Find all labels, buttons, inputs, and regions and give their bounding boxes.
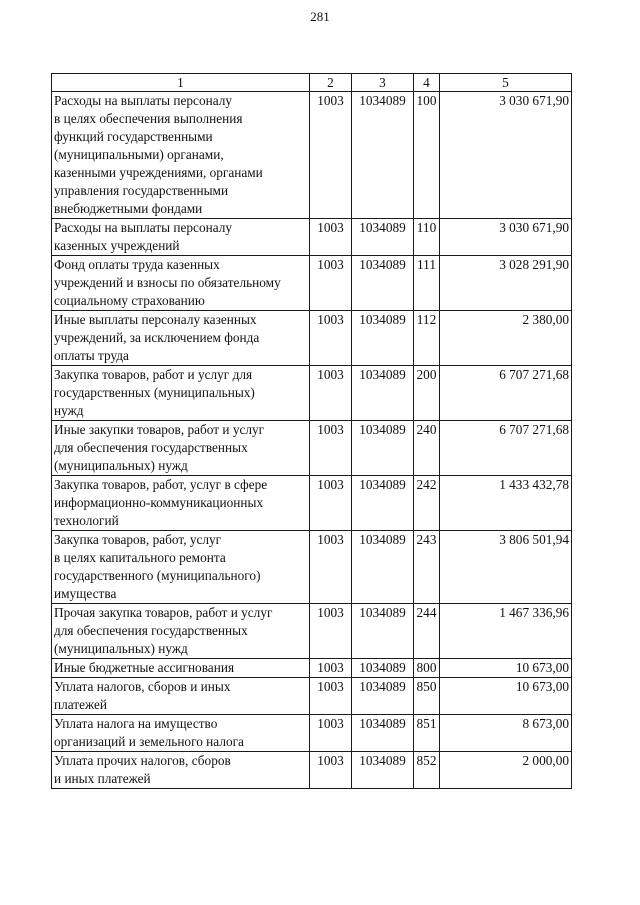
row-amount: 2 000,00 — [440, 752, 572, 789]
row-expense-type: 243 — [414, 531, 440, 604]
row-section-code: 1003 — [310, 715, 352, 752]
budget-table — [51, 73, 572, 789]
table-row — [52, 476, 572, 531]
row-amount: 6 707 271,68 — [440, 421, 572, 476]
row-name: Иные бюджетные ассигнования — [52, 659, 310, 678]
row-target-code: 1034089 — [352, 366, 414, 421]
row-target-code: 1034089 — [352, 531, 414, 604]
row-section-code: 1003 — [310, 366, 352, 421]
row-expense-type: 111 — [414, 256, 440, 311]
header-col-3: 3 — [352, 74, 414, 92]
table-row — [52, 421, 572, 476]
row-amount: 2 380,00 — [440, 311, 572, 366]
row-name: Закупка товаров, работ и услуг для государственных (муниципальных) нужд — [52, 366, 310, 421]
row-amount: 10 673,00 — [440, 659, 572, 678]
row-name: Фонд оплаты труда казенных учреждений и взносы по обязательному социальному страхованию — [52, 256, 310, 311]
row-expense-type: 240 — [414, 421, 440, 476]
table-row — [52, 311, 572, 366]
row-expense-type: 200 — [414, 366, 440, 421]
row-amount: 3 030 671,90 — [440, 92, 572, 219]
table-row — [52, 678, 572, 715]
row-target-code: 1034089 — [352, 659, 414, 678]
row-section-code: 1003 — [310, 604, 352, 659]
row-amount: 10 673,00 — [440, 678, 572, 715]
row-target-code: 1034089 — [352, 476, 414, 531]
table-body — [52, 92, 572, 789]
page-number: 281 — [310, 9, 330, 24]
row-name: Расходы на выплаты персоналу казенных учреждений — [52, 219, 310, 256]
table-row — [52, 659, 572, 678]
table-header-row — [52, 74, 572, 92]
row-section-code: 1003 — [310, 92, 352, 219]
row-target-code: 1034089 — [352, 219, 414, 256]
row-target-code: 1034089 — [352, 421, 414, 476]
row-target-code: 1034089 — [352, 256, 414, 311]
row-target-code: 1034089 — [352, 604, 414, 659]
row-expense-type: 110 — [414, 219, 440, 256]
row-section-code: 1003 — [310, 531, 352, 604]
row-expense-type: 852 — [414, 752, 440, 789]
row-name: Уплата прочих налогов, сборов и иных платежей — [52, 752, 310, 789]
row-target-code: 1034089 — [352, 715, 414, 752]
row-name: Закупка товаров, работ, услуг в сфере информационно-коммуникационных технологий — [52, 476, 310, 531]
row-amount: 1 467 336,96 — [440, 604, 572, 659]
row-target-code: 1034089 — [352, 311, 414, 366]
table-row — [52, 256, 572, 311]
row-target-code: 1034089 — [352, 678, 414, 715]
row-target-code: 1034089 — [352, 92, 414, 219]
table-row — [52, 752, 572, 789]
row-name: Иные выплаты персоналу казенных учреждений, за исключением фонда оплаты труда — [52, 311, 310, 366]
table-row — [52, 531, 572, 604]
header-col-1: 1 — [52, 74, 310, 92]
row-expense-type: 242 — [414, 476, 440, 531]
row-expense-type: 850 — [414, 678, 440, 715]
row-section-code: 1003 — [310, 219, 352, 256]
row-expense-type: 851 — [414, 715, 440, 752]
row-section-code: 1003 — [310, 659, 352, 678]
table-row — [52, 366, 572, 421]
row-expense-type: 800 — [414, 659, 440, 678]
header-col-2: 2 — [310, 74, 352, 92]
row-target-code: 1034089 — [352, 752, 414, 789]
table-row — [52, 92, 572, 219]
header-col-4: 4 — [414, 74, 440, 92]
row-section-code: 1003 — [310, 421, 352, 476]
row-section-code: 1003 — [310, 678, 352, 715]
row-expense-type: 100 — [414, 92, 440, 219]
row-name: Закупка товаров, работ, услуг в целях капитального ремонта государственного (муниципального) имущества — [52, 531, 310, 604]
table-row — [52, 604, 572, 659]
row-amount: 3 806 501,94 — [440, 531, 572, 604]
row-expense-type: 244 — [414, 604, 440, 659]
row-amount: 1 433 432,78 — [440, 476, 572, 531]
row-name: Расходы на выплаты персоналу в целях обеспечения выполнения функций государственными (муниципальными) органами, казенными учреждениями, органами управления государственными внебюджетными фондами — [52, 92, 310, 219]
row-section-code: 1003 — [310, 256, 352, 311]
row-amount: 6 707 271,68 — [440, 366, 572, 421]
row-amount: 3 028 291,90 — [440, 256, 572, 311]
row-name: Уплата налогов, сборов и иных платежей — [52, 678, 310, 715]
header-col-5: 5 — [440, 74, 572, 92]
row-section-code: 1003 — [310, 476, 352, 531]
row-name: Прочая закупка товаров, работ и услуг для обеспечения государственных (муниципальных) нужд — [52, 604, 310, 659]
row-section-code: 1003 — [310, 311, 352, 366]
row-expense-type: 112 — [414, 311, 440, 366]
row-name: Уплата налога на имущество организаций и земельного налога — [52, 715, 310, 752]
row-name: Иные закупки товаров, работ и услуг для обеспечения государственных (муниципальных) нужд — [52, 421, 310, 476]
row-amount: 3 030 671,90 — [440, 219, 572, 256]
row-amount: 8 673,00 — [440, 715, 572, 752]
table-row — [52, 715, 572, 752]
table-row — [52, 219, 572, 256]
row-section-code: 1003 — [310, 752, 352, 789]
